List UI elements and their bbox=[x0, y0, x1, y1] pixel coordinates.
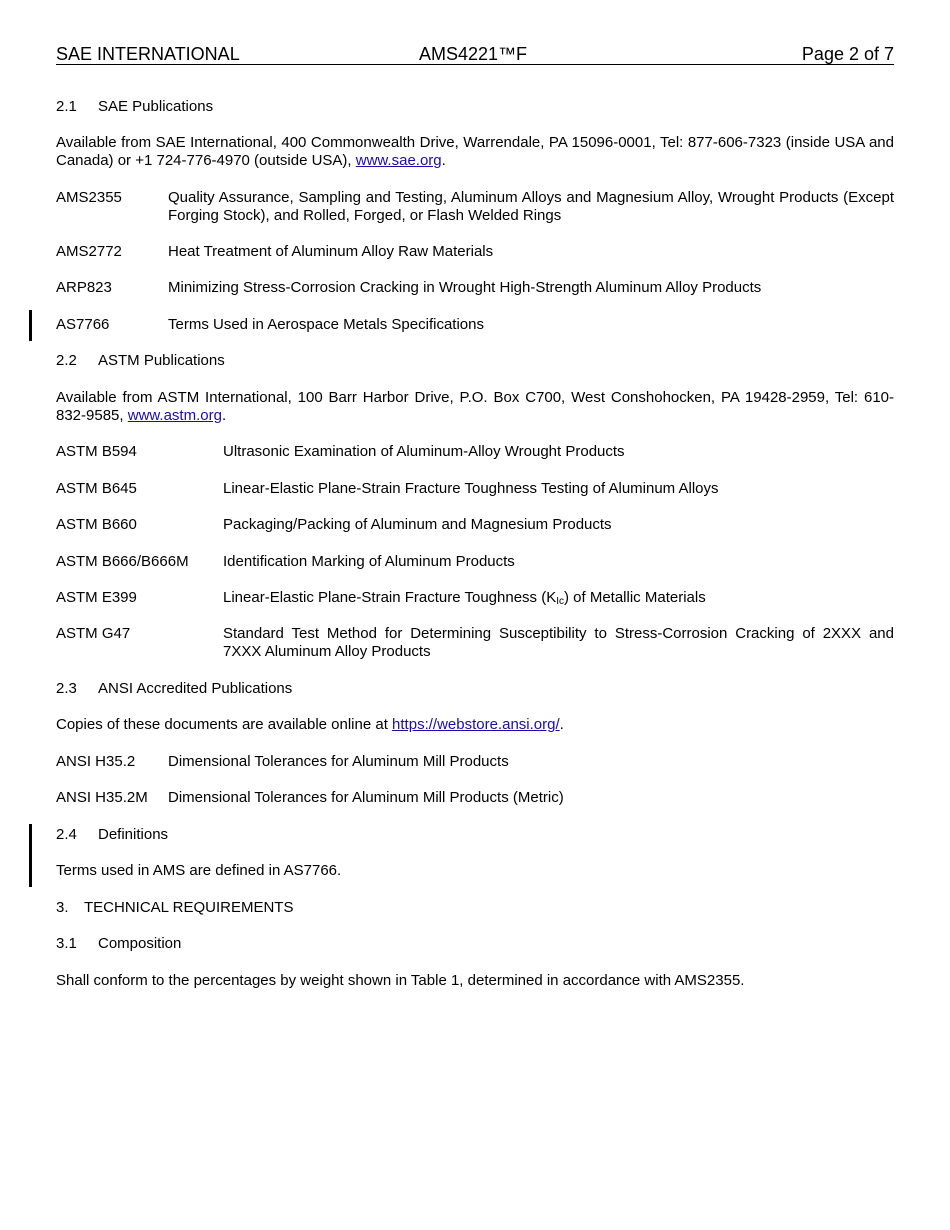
subscript-ic: Ic bbox=[556, 596, 564, 607]
section-number: 2.2 bbox=[56, 352, 77, 369]
section-number: 2.4 bbox=[56, 826, 77, 843]
section-number: 2.3 bbox=[56, 680, 77, 697]
reference-title: Quality Assurance, Sampling and Testing, Aluminum Alloys and Magnesium Alloy, Wrought Products (Except Forging Stock), and Rolled, Forged, or Flash Welded Rings bbox=[168, 189, 894, 224]
reference-title bbox=[223, 589, 894, 607]
reference-title: Heat Treatment of Aluminum Alloy Raw Materials bbox=[168, 243, 494, 260]
section-title: Composition bbox=[98, 935, 182, 952]
definitions-paragraph: Terms used in AMS are defined in AS7766. bbox=[56, 862, 342, 879]
reference-title-part: Linear-Elastic Plane-Strain Fracture Toughness (K bbox=[223, 589, 557, 606]
reference-title: Minimizing Stress-Corrosion Cracking in Wrought High-Strength Aluminum Alloy Products bbox=[168, 279, 762, 296]
reference-title: Dimensional Tolerances for Aluminum Mill Products (Metric) bbox=[168, 789, 564, 806]
change-bar bbox=[29, 310, 32, 341]
page-header bbox=[56, 44, 894, 65]
sae-website-link[interactable]: www.sae.org bbox=[355, 152, 442, 169]
reference-title: Linear-Elastic Plane-Strain Fracture Toughness Testing of Aluminum Alloys bbox=[223, 480, 719, 497]
reference-code: ASTM G47 bbox=[56, 625, 131, 642]
ansi-availability-paragraph: Copies of these documents are available online at https://webstore.ansi.org/. bbox=[56, 716, 564, 733]
reference-code: ANSI H35.2M bbox=[56, 789, 148, 806]
section-number: 2.1 bbox=[56, 98, 77, 115]
reference-code: AMS2772 bbox=[56, 243, 122, 260]
composition-paragraph: Shall conform to the percentages by weight shown in Table 1, determined in accordance with AMS2355. bbox=[56, 972, 745, 989]
ansi-availability-text: Copies of these documents are available online at bbox=[56, 716, 393, 733]
section-title: SAE Publications bbox=[98, 98, 214, 115]
reference-title: Packaging/Packing of Aluminum and Magnesium Products bbox=[223, 516, 612, 533]
reference-code: ASTM E399 bbox=[56, 589, 137, 606]
section-title: TECHNICAL REQUIREMENTS bbox=[84, 899, 294, 916]
reference-code: AS7766 bbox=[56, 316, 110, 333]
header-page-number: Page 2 of 7 bbox=[801, 44, 894, 64]
reference-title: Terms Used in Aerospace Metals Specifications bbox=[168, 316, 484, 333]
sae-availability-paragraph: Available from SAE International, 400 Commonwealth Drive, Warrendale, PA 15096-0001, Tel: 877-606-7323 (inside USA and Canada) or +1 724-776-4970 (outside USA), www.sae.org. bbox=[56, 134, 894, 169]
header-doc-id: AMS4221™F bbox=[419, 44, 528, 64]
reference-code: AMS2355 bbox=[56, 189, 122, 206]
section-number: 3.1 bbox=[56, 935, 77, 952]
reference-code: ASTM B666/B666M bbox=[56, 553, 189, 570]
reference-code: ASTM B594 bbox=[56, 443, 137, 460]
reference-title: Dimensional Tolerances for Aluminum Mill Products bbox=[168, 753, 509, 770]
section-number: 3. bbox=[56, 899, 69, 916]
section-title: ASTM Publications bbox=[98, 352, 225, 369]
reference-code: ASTM B660 bbox=[56, 516, 137, 533]
reference-title: Standard Test Method for Determining Susceptibility to Stress-Corrosion Cracking of 2XXX and 7XXX Aluminum Alloy Products bbox=[223, 625, 894, 660]
section-title: ANSI Accredited Publications bbox=[98, 680, 293, 697]
section-title: Definitions bbox=[98, 826, 169, 843]
reference-title: Identification Marking of Aluminum Products bbox=[223, 553, 515, 570]
astm-availability-text: Available from ASTM International, 100 Barr Harbor Drive, P.O. Box C700, West Conshohocken, PA 19428-2959, Tel: 610-832-9585, bbox=[56, 389, 894, 424]
reference-title-part: ) of Metallic Materials bbox=[564, 589, 706, 606]
reference-code: ASTM B645 bbox=[56, 480, 137, 497]
header-org: SAE INTERNATIONAL bbox=[56, 44, 240, 64]
reference-title: Ultrasonic Examination of Aluminum-Alloy Wrought Products bbox=[223, 443, 625, 460]
change-bar bbox=[29, 824, 32, 887]
reference-code: ARP823 bbox=[56, 279, 112, 296]
ansi-webstore-link[interactable]: https://webstore.ansi.org/ bbox=[392, 716, 560, 733]
astm-website-link[interactable]: www.astm.org bbox=[127, 407, 222, 424]
sae-availability-text: Available from SAE International, 400 Commonwealth Drive, Warrendale, PA 15096-0001, Tel: 877-606-7323 (inside USA and Canada) or +1 724-776-4970 (outside USA), bbox=[56, 134, 894, 169]
reference-code: ANSI H35.2 bbox=[56, 753, 136, 770]
astm-availability-paragraph: Available from ASTM International, 100 Barr Harbor Drive, P.O. Box C700, West Conshohocken, PA 19428-2959, Tel: 610-832-9585, www.astm.org. bbox=[56, 389, 894, 424]
